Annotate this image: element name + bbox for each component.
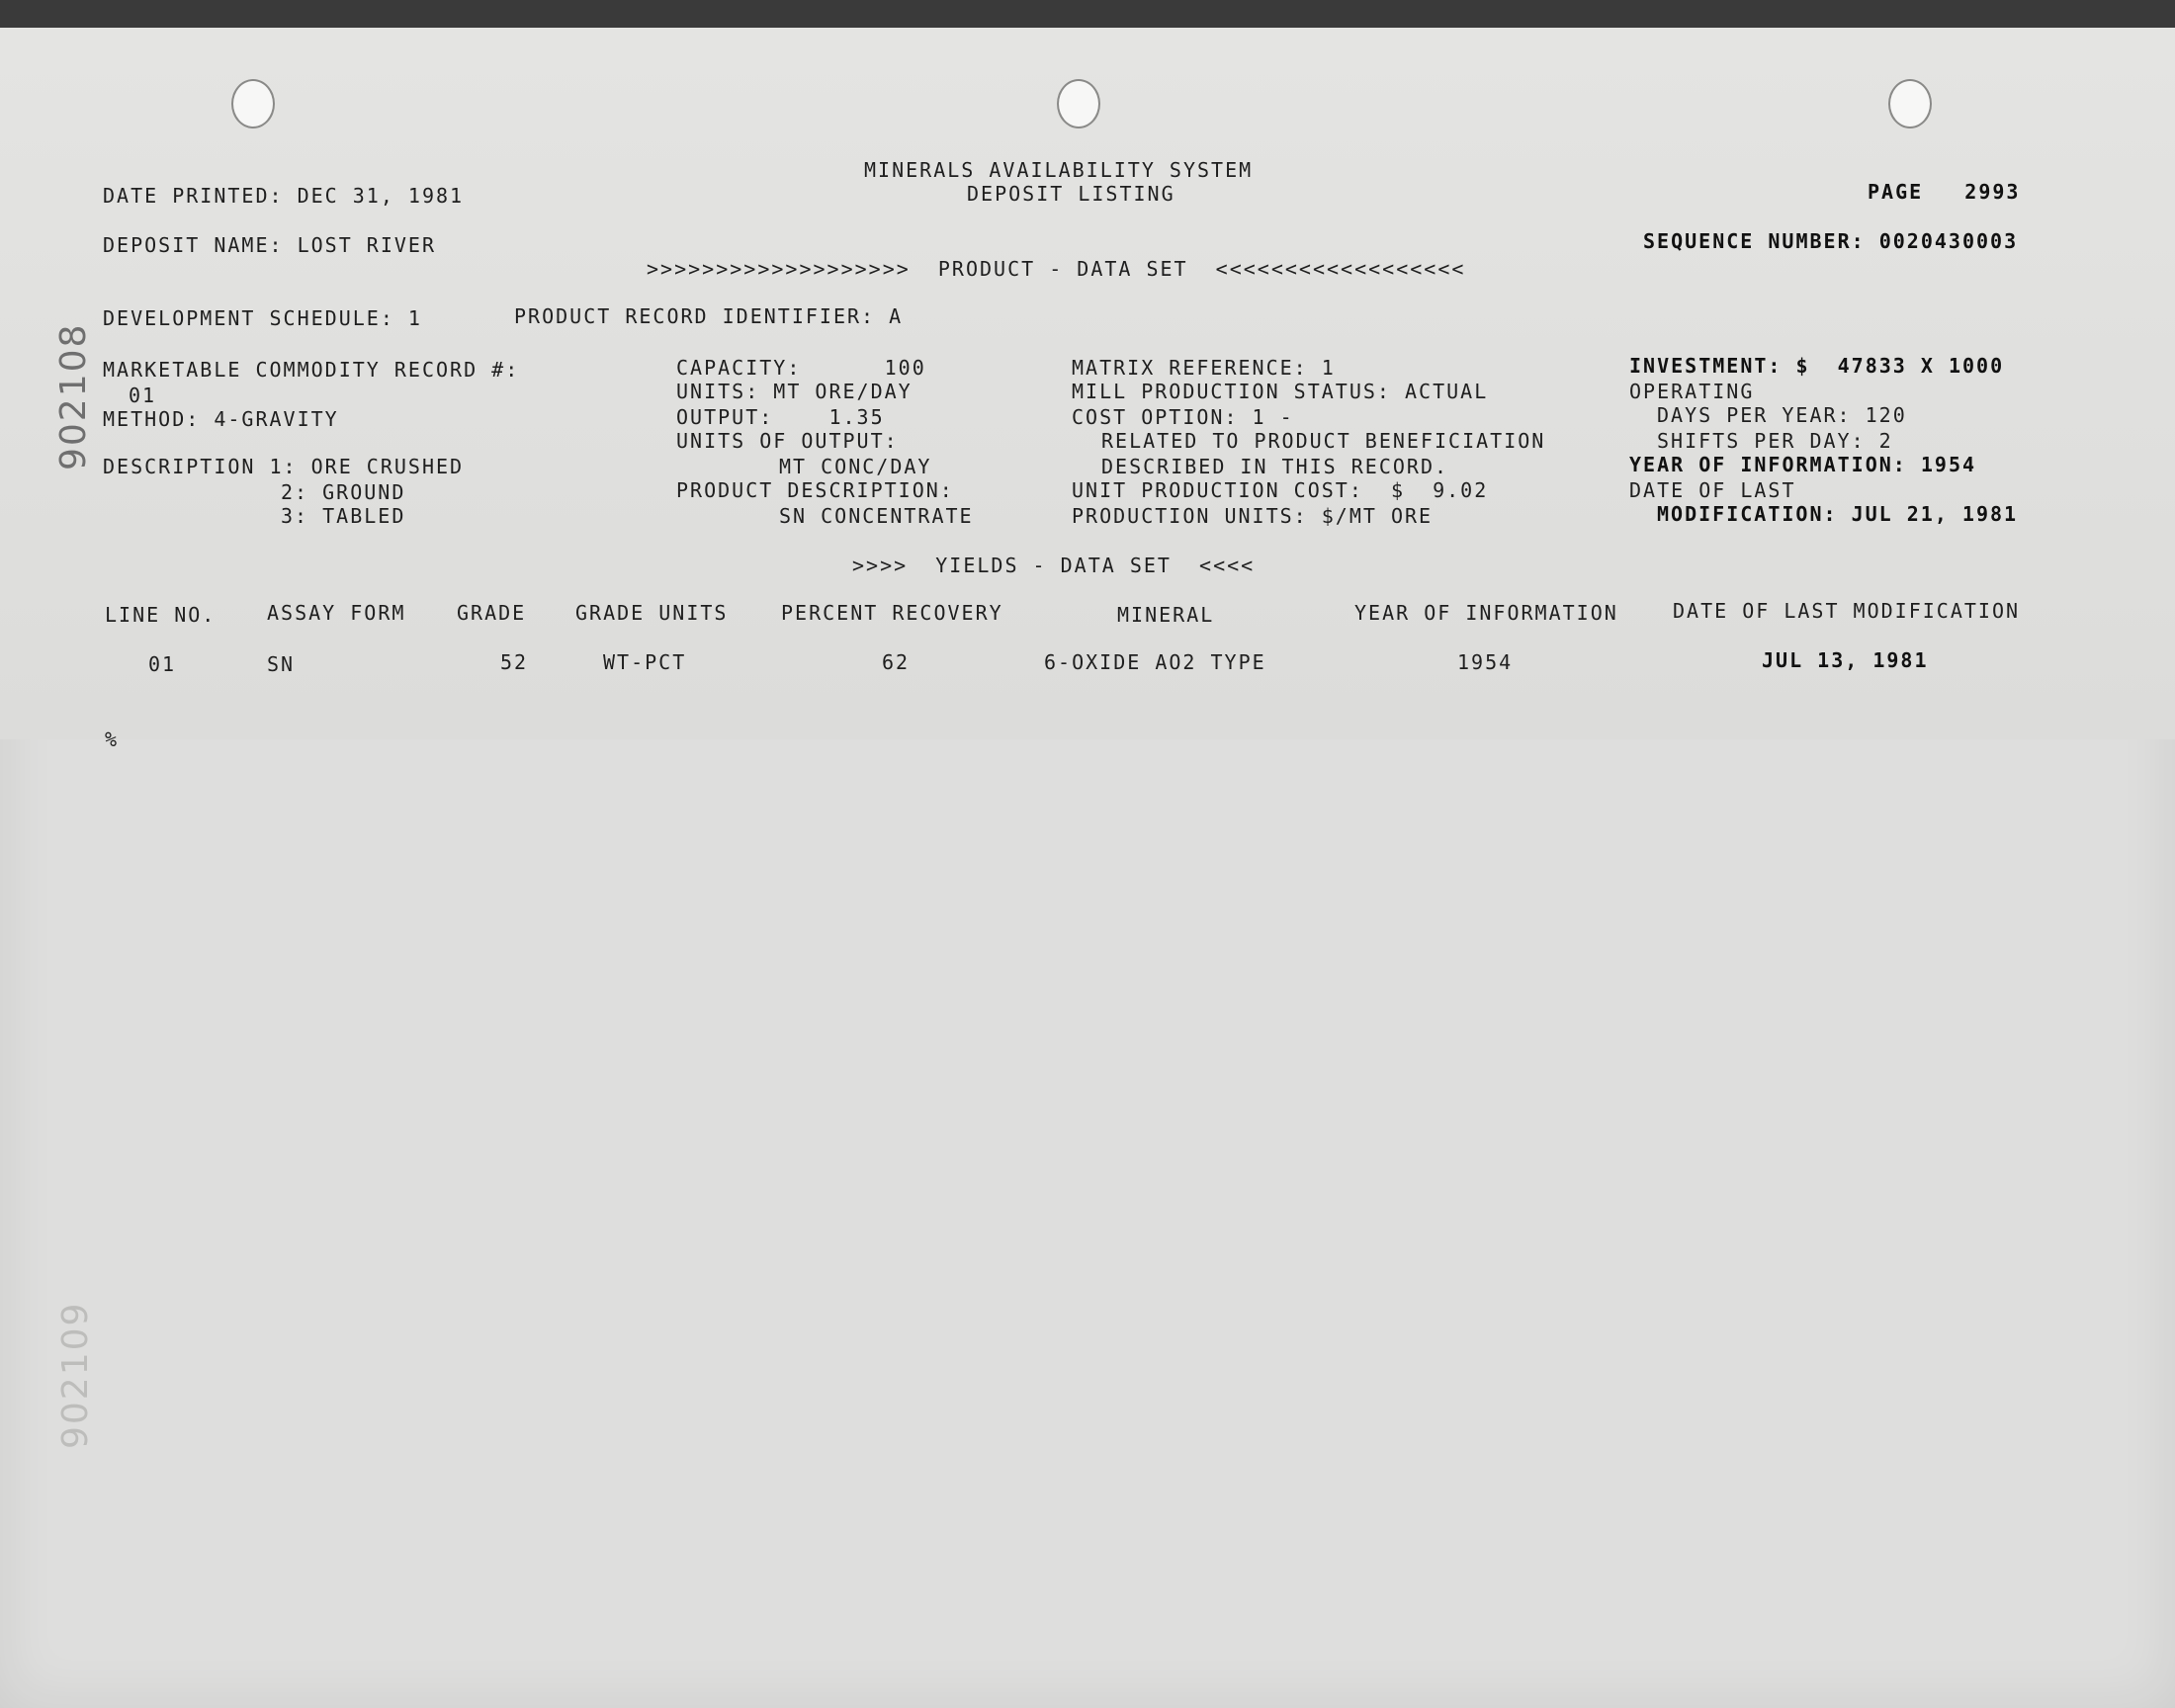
column-header: MINERAL <box>1117 603 1215 627</box>
method: METHOD: 4-GRAVITY <box>103 407 339 431</box>
punch-hole <box>1057 79 1100 128</box>
date-of-last: DATE OF LAST <box>1629 478 1796 502</box>
column-header: PERCENT RECOVERY <box>781 601 1003 625</box>
matrix-reference: MATRIX REFERENCE: 1 <box>1072 356 1336 380</box>
description-3: 3: TABLED <box>281 504 406 528</box>
commodity-label: MARKETABLE COMMODITY RECORD #: <box>103 358 520 382</box>
page-number: PAGE 2993 <box>1868 180 2021 204</box>
yields-banner: >>>> YIELDS - DATA SET <<<< <box>852 554 1256 577</box>
capacity-units: UNITS: MT ORE/DAY <box>676 380 913 403</box>
cell-grade: 52 <box>500 650 529 674</box>
punch-hole <box>1888 79 1932 128</box>
development-schedule: DEVELOPMENT SCHEDULE: 1 <box>103 306 422 330</box>
days-per-year: DAYS PER YEAR: 120 <box>1657 403 1907 427</box>
product-description-value: SN CONCENTRATE <box>779 504 974 528</box>
production-units: PRODUCTION UNITS: $/MT ORE <box>1072 504 1434 528</box>
cost-note-2: DESCRIBED IN THIS RECORD. <box>1101 455 1449 478</box>
commodity-value: 01 <box>129 384 157 407</box>
deposit-name: DEPOSIT NAME: LOST RIVER <box>103 233 436 257</box>
cell-date-modified: JUL 13, 1981 <box>1762 648 1929 672</box>
system-title: MINERALS AVAILABILITY SYSTEM <box>864 158 1254 182</box>
modification-date: MODIFICATION: JUL 21, 1981 <box>1657 502 2019 526</box>
column-header: GRADE <box>457 601 527 625</box>
cell-assay-form: SN <box>267 652 296 676</box>
cell-percent-recovery: 62 <box>882 650 911 674</box>
microfilm-stamp-faded: 902109 <box>55 1301 96 1449</box>
column-header: ASSAY FORM <box>267 601 406 625</box>
cost-note-1: RELATED TO PRODUCT BENEFICIATION <box>1101 429 1546 453</box>
cost-option: COST OPTION: 1 - <box>1072 405 1294 429</box>
column-header: YEAR OF INFORMATION <box>1354 601 1618 625</box>
punch-hole <box>231 79 275 128</box>
footer-mark: % <box>105 727 120 751</box>
product-description-label: PRODUCT DESCRIPTION: <box>676 478 954 502</box>
operating: OPERATING <box>1629 380 1755 403</box>
microfilm-stamp: 902108 <box>53 322 94 470</box>
year-of-information: YEAR OF INFORMATION: 1954 <box>1629 453 1977 476</box>
output: OUTPUT: 1.35 <box>676 405 885 429</box>
output-units-value: MT CONC/DAY <box>779 455 932 478</box>
shifts-per-day: SHIFTS PER DAY: 2 <box>1657 429 1893 453</box>
output-units-label: UNITS OF OUTPUT: <box>676 429 899 453</box>
description-1: DESCRIPTION 1: ORE CRUSHED <box>103 455 465 478</box>
investment: INVESTMENT: $ 47833 X 1000 <box>1629 354 2005 378</box>
mill-production-status: MILL PRODUCTION STATUS: ACTUAL <box>1072 380 1489 403</box>
unit-production-cost: UNIT PRODUCTION COST: $ 9.02 <box>1072 478 1489 502</box>
column-header: LINE NO. <box>105 603 217 627</box>
cell-grade-units: WT-PCT <box>603 650 687 674</box>
sequence-number: SEQUENCE NUMBER: 0020430003 <box>1643 229 2019 253</box>
listing-title: DEPOSIT LISTING <box>967 182 1175 206</box>
document-sheet <box>0 28 2175 1708</box>
column-header: GRADE UNITS <box>575 601 729 625</box>
column-header: DATE OF LAST MODIFICATION <box>1673 599 2021 623</box>
date-printed: DATE PRINTED: DEC 31, 1981 <box>103 184 465 208</box>
cell-line-no: 01 <box>148 652 177 676</box>
description-2: 2: GROUND <box>281 480 406 504</box>
capacity: CAPACITY: 100 <box>676 356 926 380</box>
product-record-identifier: PRODUCT RECORD IDENTIFIER: A <box>514 304 904 328</box>
product-banner: >>>>>>>>>>>>>>>>>>> PRODUCT - DATA SET <<<<<<<<<<<<<<<<<< <box>647 257 1466 281</box>
cell-mineral: 6-OXIDE AO2 TYPE <box>1044 650 1266 674</box>
cell-year: 1954 <box>1457 650 1514 674</box>
